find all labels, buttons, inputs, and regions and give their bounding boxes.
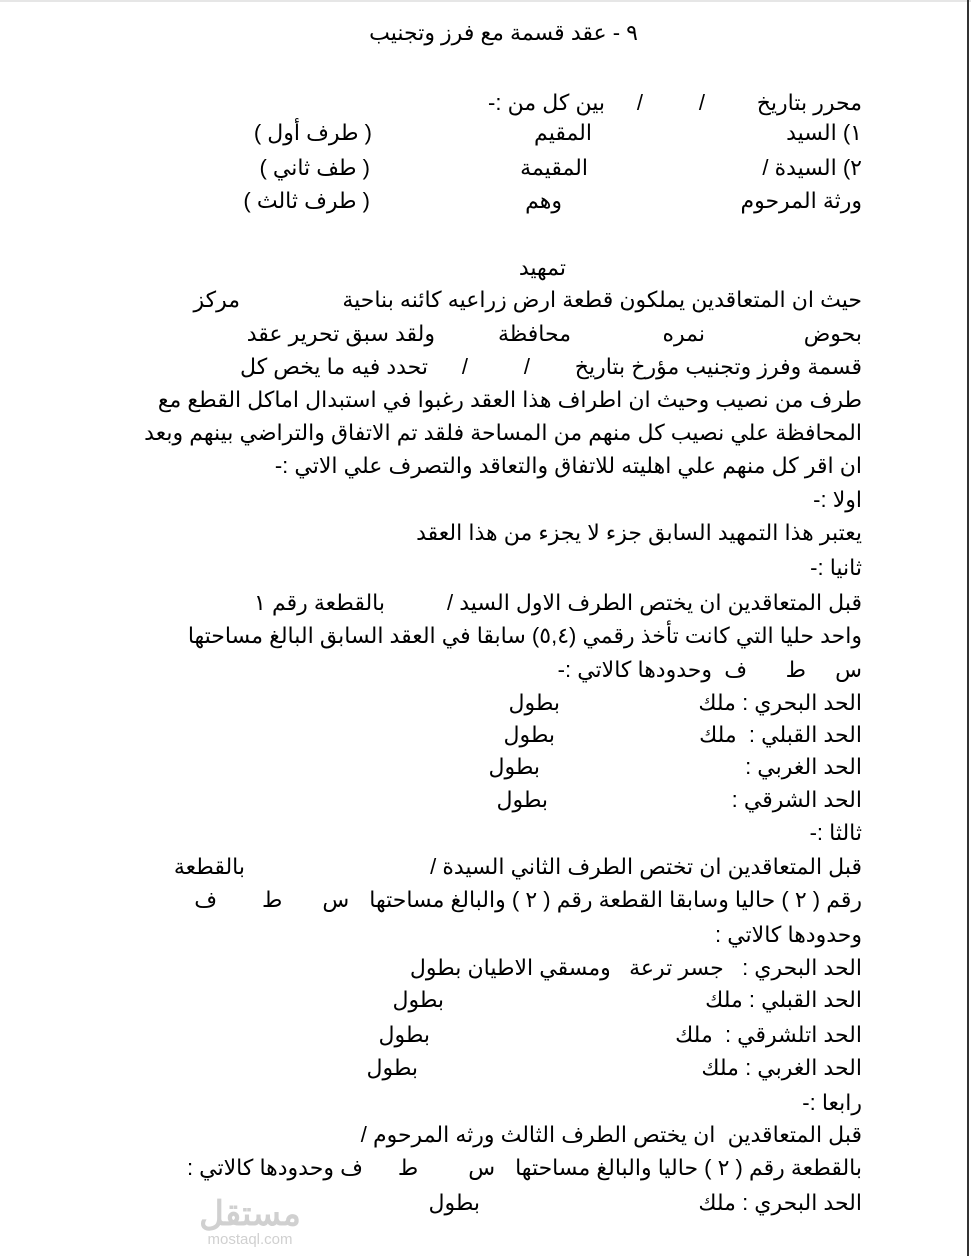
clause-4-area-line [187,1155,862,1181]
date-slash: / [698,90,705,115]
clause-4-text: بالقطعة رقم ( ٢ ) حاليا والبالغ مساحتها [515,1155,862,1180]
boundary-east: الحد الشرقي : [731,787,862,812]
preamble-text: ولقد سبق تحرير عقد [246,321,435,346]
page-right-border [967,0,969,1256]
boundary-length: بطول [392,987,444,1012]
clause-2-plot: بالقطعة رقم ١ [254,590,385,615]
party-3-who: وهم [525,188,562,213]
preamble-governorate: محافظة [497,321,571,346]
party-1-name: ١) السيد [786,120,862,145]
boundaries-label: وحدودها كالاتي :- [557,657,712,682]
boundary-length: بطول [378,1022,430,1047]
clause-2-heading: ثانيا :- [810,555,862,580]
party-3-role: ( طرف ثالث ) [243,188,370,213]
boundary-length: بطول [488,754,540,779]
party-2-name: ٢) السيدة / [762,155,862,180]
boundaries-label: وحدودها كالاتي : [714,922,862,947]
area-unit-s: س [835,657,862,682]
clause-1-text: يعتبر هذا التمهيد السابق جزء لا يجزء من هذا العقد [416,520,862,545]
date-label: محرر بتاريخ [756,90,862,115]
mostaql-watermark [190,1196,310,1248]
boundary-north: الحد البحري : ملك [698,1190,862,1215]
preamble-heading: تمهيد [518,255,566,280]
preamble-text: تحدد فيه ما يخص كل [240,354,428,379]
boundaries-label: ف وحدودها كالاتي : [186,1155,363,1180]
clause-3-text: قبل المتعاقدين ان تختص الطرف الثاني السيدة / [430,854,862,879]
document-title: ٩ - عقد قسمة مع فرز وتجنيب [369,20,638,45]
between-label: بين كل من :- [488,90,605,115]
date-slash: / [523,354,530,379]
preamble-line: المحافظة علي نصيب كل منهم من المساحة فلقد تم الاتفاق والتراضي بينهم وبعد [144,420,862,445]
boundary-length: بطول [508,690,560,715]
clause-4-heading: رابعا :- [802,1090,862,1115]
preamble-line: قسمة وفرز وتجنيب مؤرخ بتاريخ [574,354,862,379]
party-2-role: ( طف ثاني ) [259,155,370,180]
area-unit-f: ف [194,887,218,912]
clause-2-text: قبل المتعاقدين ان يختص الطرف الاول السيد / [446,590,862,615]
party-2-residence: المقيمة [520,155,588,180]
boundary-east: الحد اتلشرقي : ملك [675,1022,862,1047]
preamble-center: مركز [193,287,240,312]
boundary-length: بطول [366,1055,418,1080]
party-1-role: ( طرف أول ) [253,120,372,145]
boundary-north: الحد البحري : جسر ترعة ومسقي الاطيان بطول [409,955,862,980]
area-unit-t: ط [785,657,806,682]
boundary-west: الحد الغربي : [745,754,862,779]
preamble-line: ان اقر كل منهم علي اهليته للاتفاق والتعاقد والتصرف علي الاتي :- [274,453,862,478]
boundary-west: الحد الغربي : ملك [701,1055,862,1080]
date-slash: / [461,354,468,379]
clause-3-heading: ثالثا :- [809,820,862,845]
boundary-south: الحد القبلي : ملك [705,987,862,1012]
clause-2-text: واحد حليا التي كانت تأخذ رقمي (٥,٤) سابقا في العقد السابق البالغ مساحتها [187,623,862,648]
area-unit-f: ف [724,657,747,682]
area-unit-s: س [322,887,350,912]
boundary-length: بطول [496,787,548,812]
party-1-residence: المقيم [534,120,592,145]
preamble-number: نمره [662,321,705,346]
party-3-name: ورثة المرحوم [740,188,862,213]
boundary-length: بطول [503,722,555,747]
watermark-logo: مستقل [199,1195,301,1233]
page-top-border [0,0,971,2]
watermark-url: mostaql.com [207,1231,293,1248]
clause-1-heading: اولا :- [813,487,862,512]
area-unit-s: س [468,1155,496,1180]
preamble-line: طرف من نصيب وحيث ان اطراف هذا العقد رغبوا في استبدال اماكل القطع مع [157,387,862,412]
area-unit-t: ط [397,1155,419,1180]
clause-3-area-line [194,887,862,913]
clause-4-text: قبل المتعاقدين ان يختص الطرف الثالث ورثه المرحوم / [360,1122,862,1147]
clause-3-plot: بالقطعة [173,854,245,879]
preamble-basin: بحوض [803,321,862,346]
preamble-line: حيث ان المتعاقدين يملكون قطعة ارض زراعيه كائنه بناحية [342,287,862,312]
area-unit-t: ط [262,887,283,912]
boundary-length: بطول [428,1190,480,1215]
boundary-north: الحد البحري : ملك [698,690,862,715]
clause-3-text: رقم ( ٢ ) حاليا وسابقا القطعة رقم ( ٢ ) والبالغ مساحتها [369,887,862,912]
boundary-south: الحد القبلي : ملك [699,722,862,747]
date-slash: / [636,90,643,115]
